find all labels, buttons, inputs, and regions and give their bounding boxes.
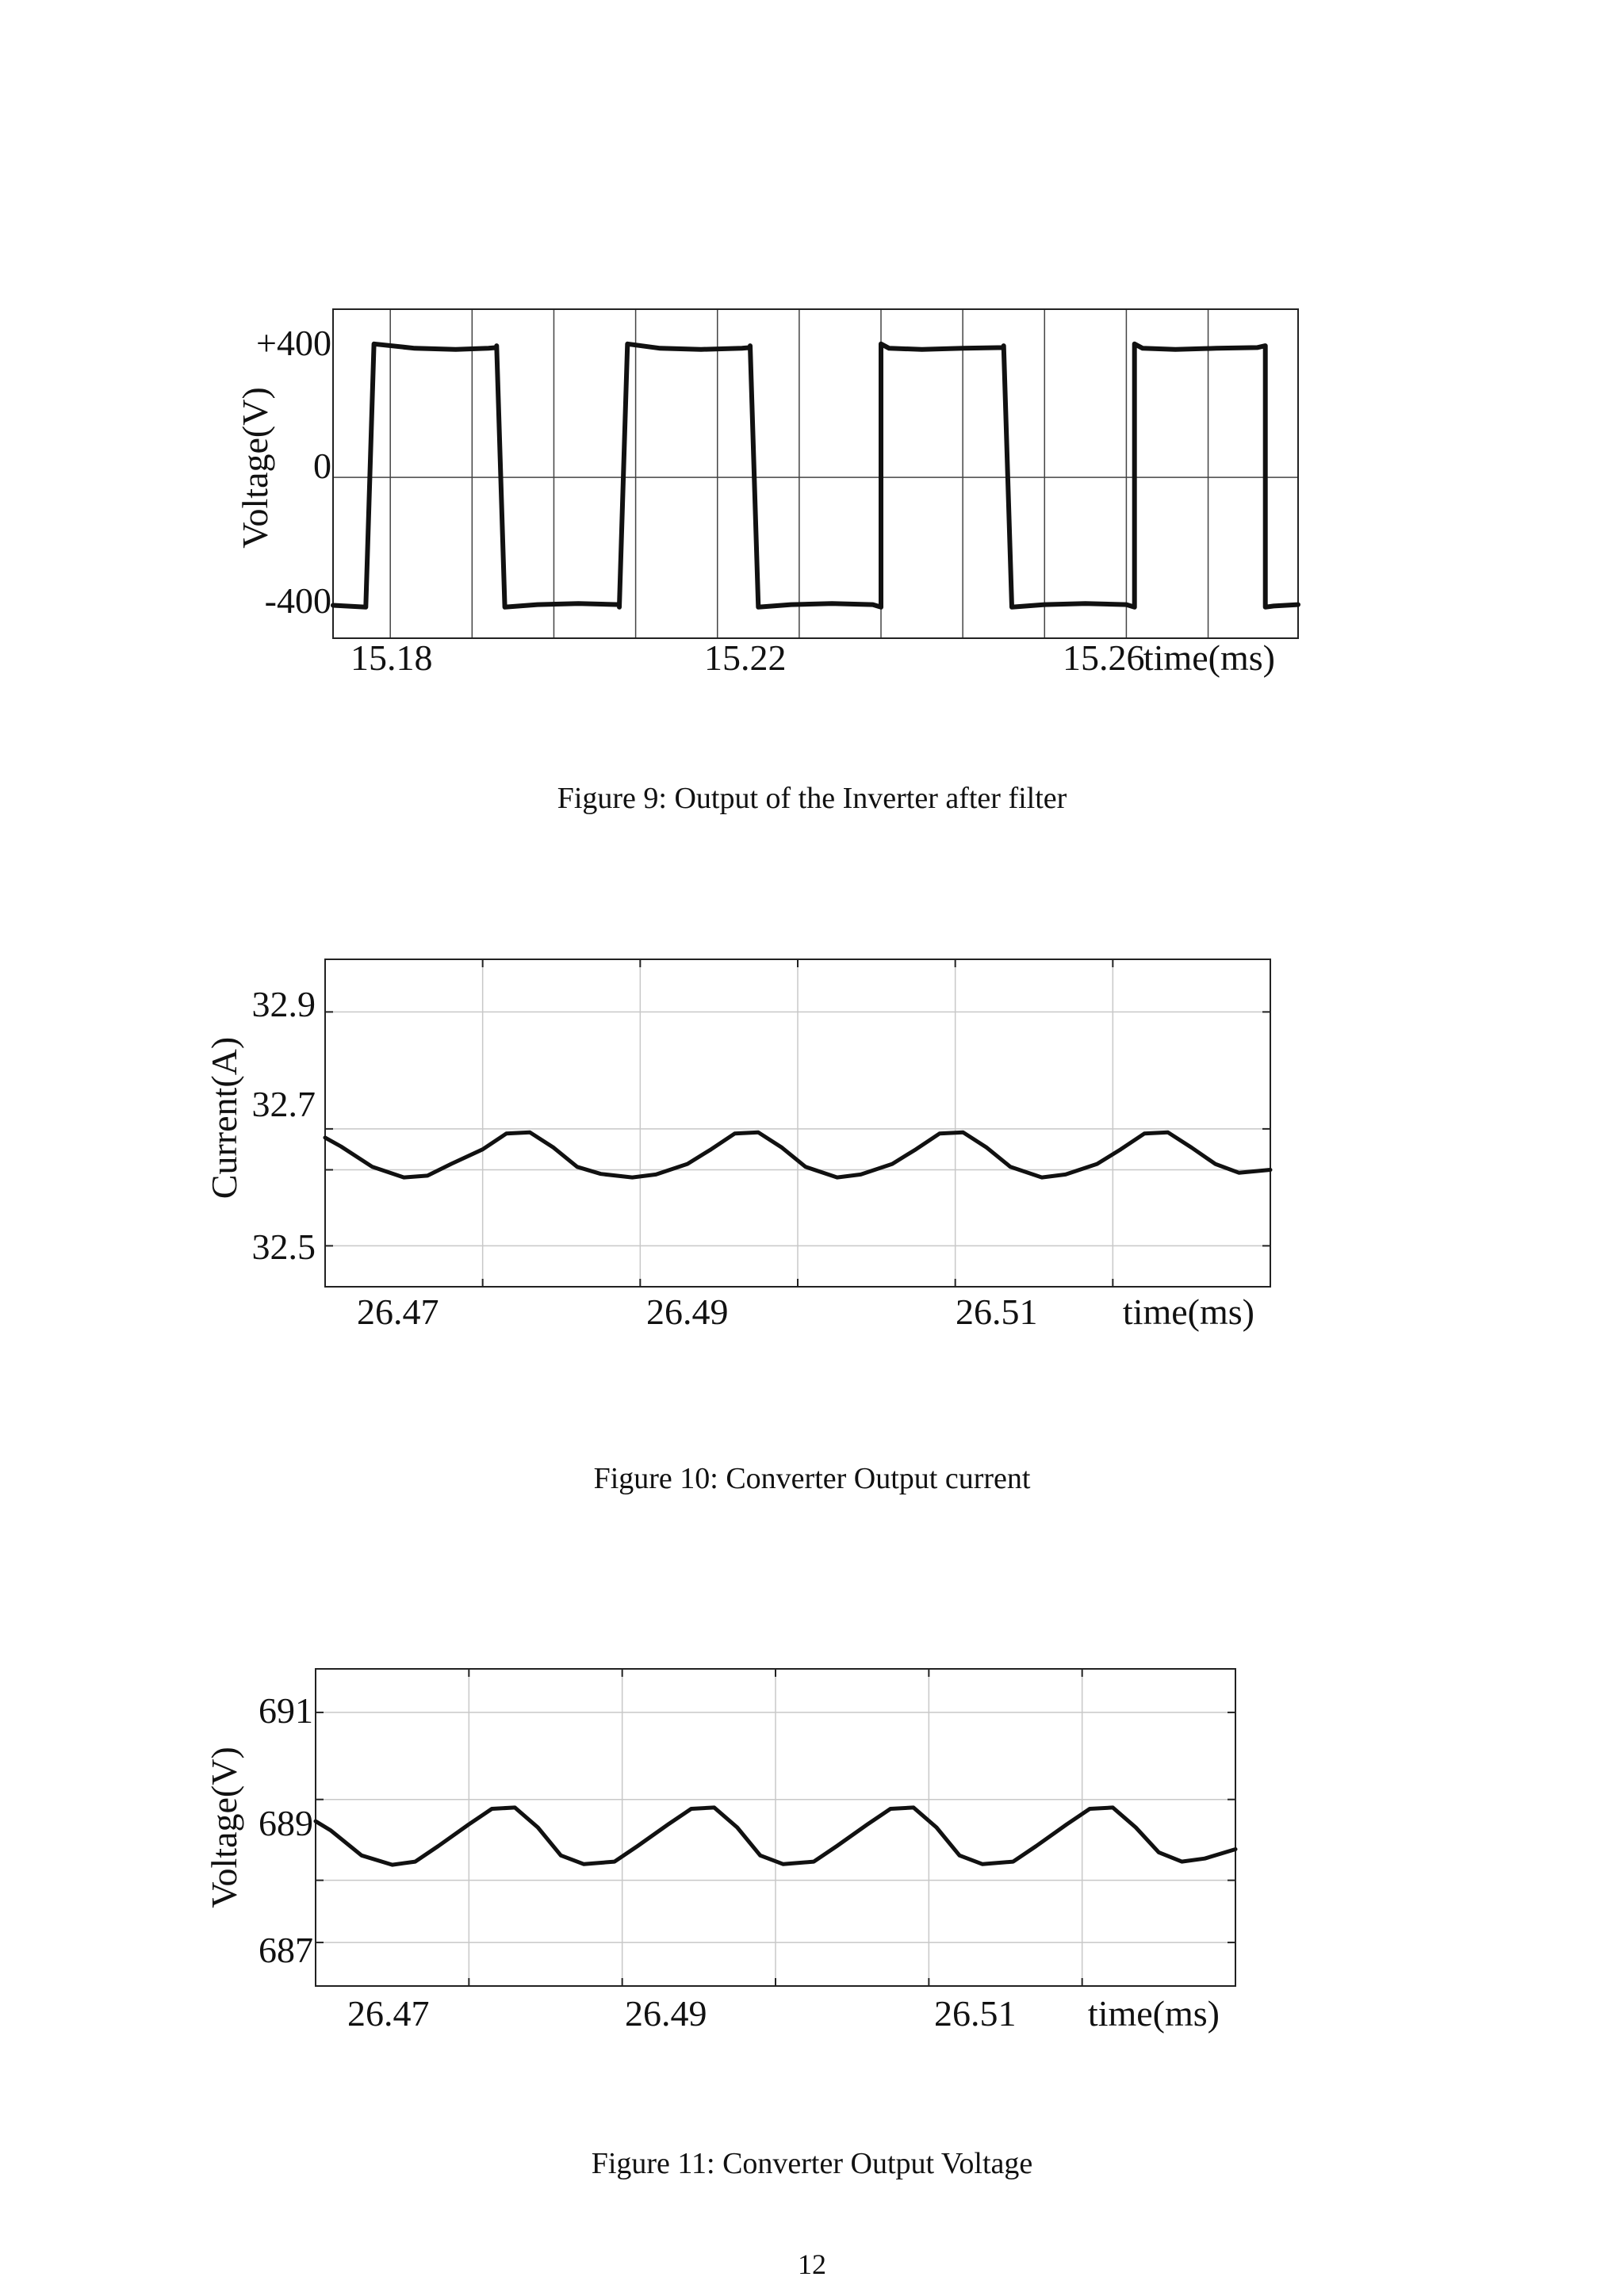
x-axis-label: time(ms) (1122, 1292, 1254, 1332)
figure-11-caption: Figure 11: Converter Output Voltage (591, 2147, 1033, 2180)
y-tick-label: 687 (259, 1930, 313, 1970)
x-tick-label: 15.22 (704, 637, 787, 678)
y-tick-label: +400 (256, 323, 331, 363)
converter-current-chart (0, 936, 1624, 1380)
figure-10 (0, 936, 1624, 1383)
plot-frame (333, 309, 1298, 638)
page-number: 12 (798, 2248, 826, 2280)
y-tick-label: 32.7 (251, 1084, 316, 1124)
y-tick-label: 32.5 (251, 1226, 316, 1267)
x-axis-label: time(ms) (1087, 1993, 1220, 2034)
x-axis-label: time(ms) (1143, 637, 1275, 678)
y-tick-label: 32.9 (251, 984, 316, 1024)
y-axis-label: Voltage(V) (235, 387, 275, 549)
x-tick-label: 26.51 (934, 1993, 1017, 2034)
inverter-output-chart (0, 277, 1624, 721)
x-tick-label: 26.47 (357, 1292, 439, 1332)
x-tick-label: 26.49 (625, 1993, 707, 2034)
figure-9-caption: Figure 9: Output of the Inverter after filter (557, 782, 1067, 815)
x-tick-label: 15.18 (350, 637, 433, 678)
y-tick-label: -400 (264, 580, 331, 621)
x-tick-label: 26.51 (956, 1292, 1038, 1332)
x-tick-label: 26.47 (347, 1993, 430, 2034)
y-axis-label: Voltage(V) (204, 1747, 244, 1908)
y-tick-label: 0 (313, 446, 331, 486)
y-tick-label: 689 (259, 1803, 313, 1843)
figure-10-caption: Figure 10: Converter Output current (593, 1462, 1031, 1495)
converter-voltage-chart (0, 1645, 1624, 2089)
y-axis-label: Current(A) (204, 1036, 244, 1200)
x-tick-label: 26.49 (646, 1292, 729, 1332)
series-line (333, 344, 1298, 607)
figure-9 (0, 277, 1624, 725)
y-tick-label: 691 (259, 1690, 313, 1731)
figure-11 (0, 1645, 1624, 2093)
x-tick-label: 15.26 (1063, 637, 1145, 678)
